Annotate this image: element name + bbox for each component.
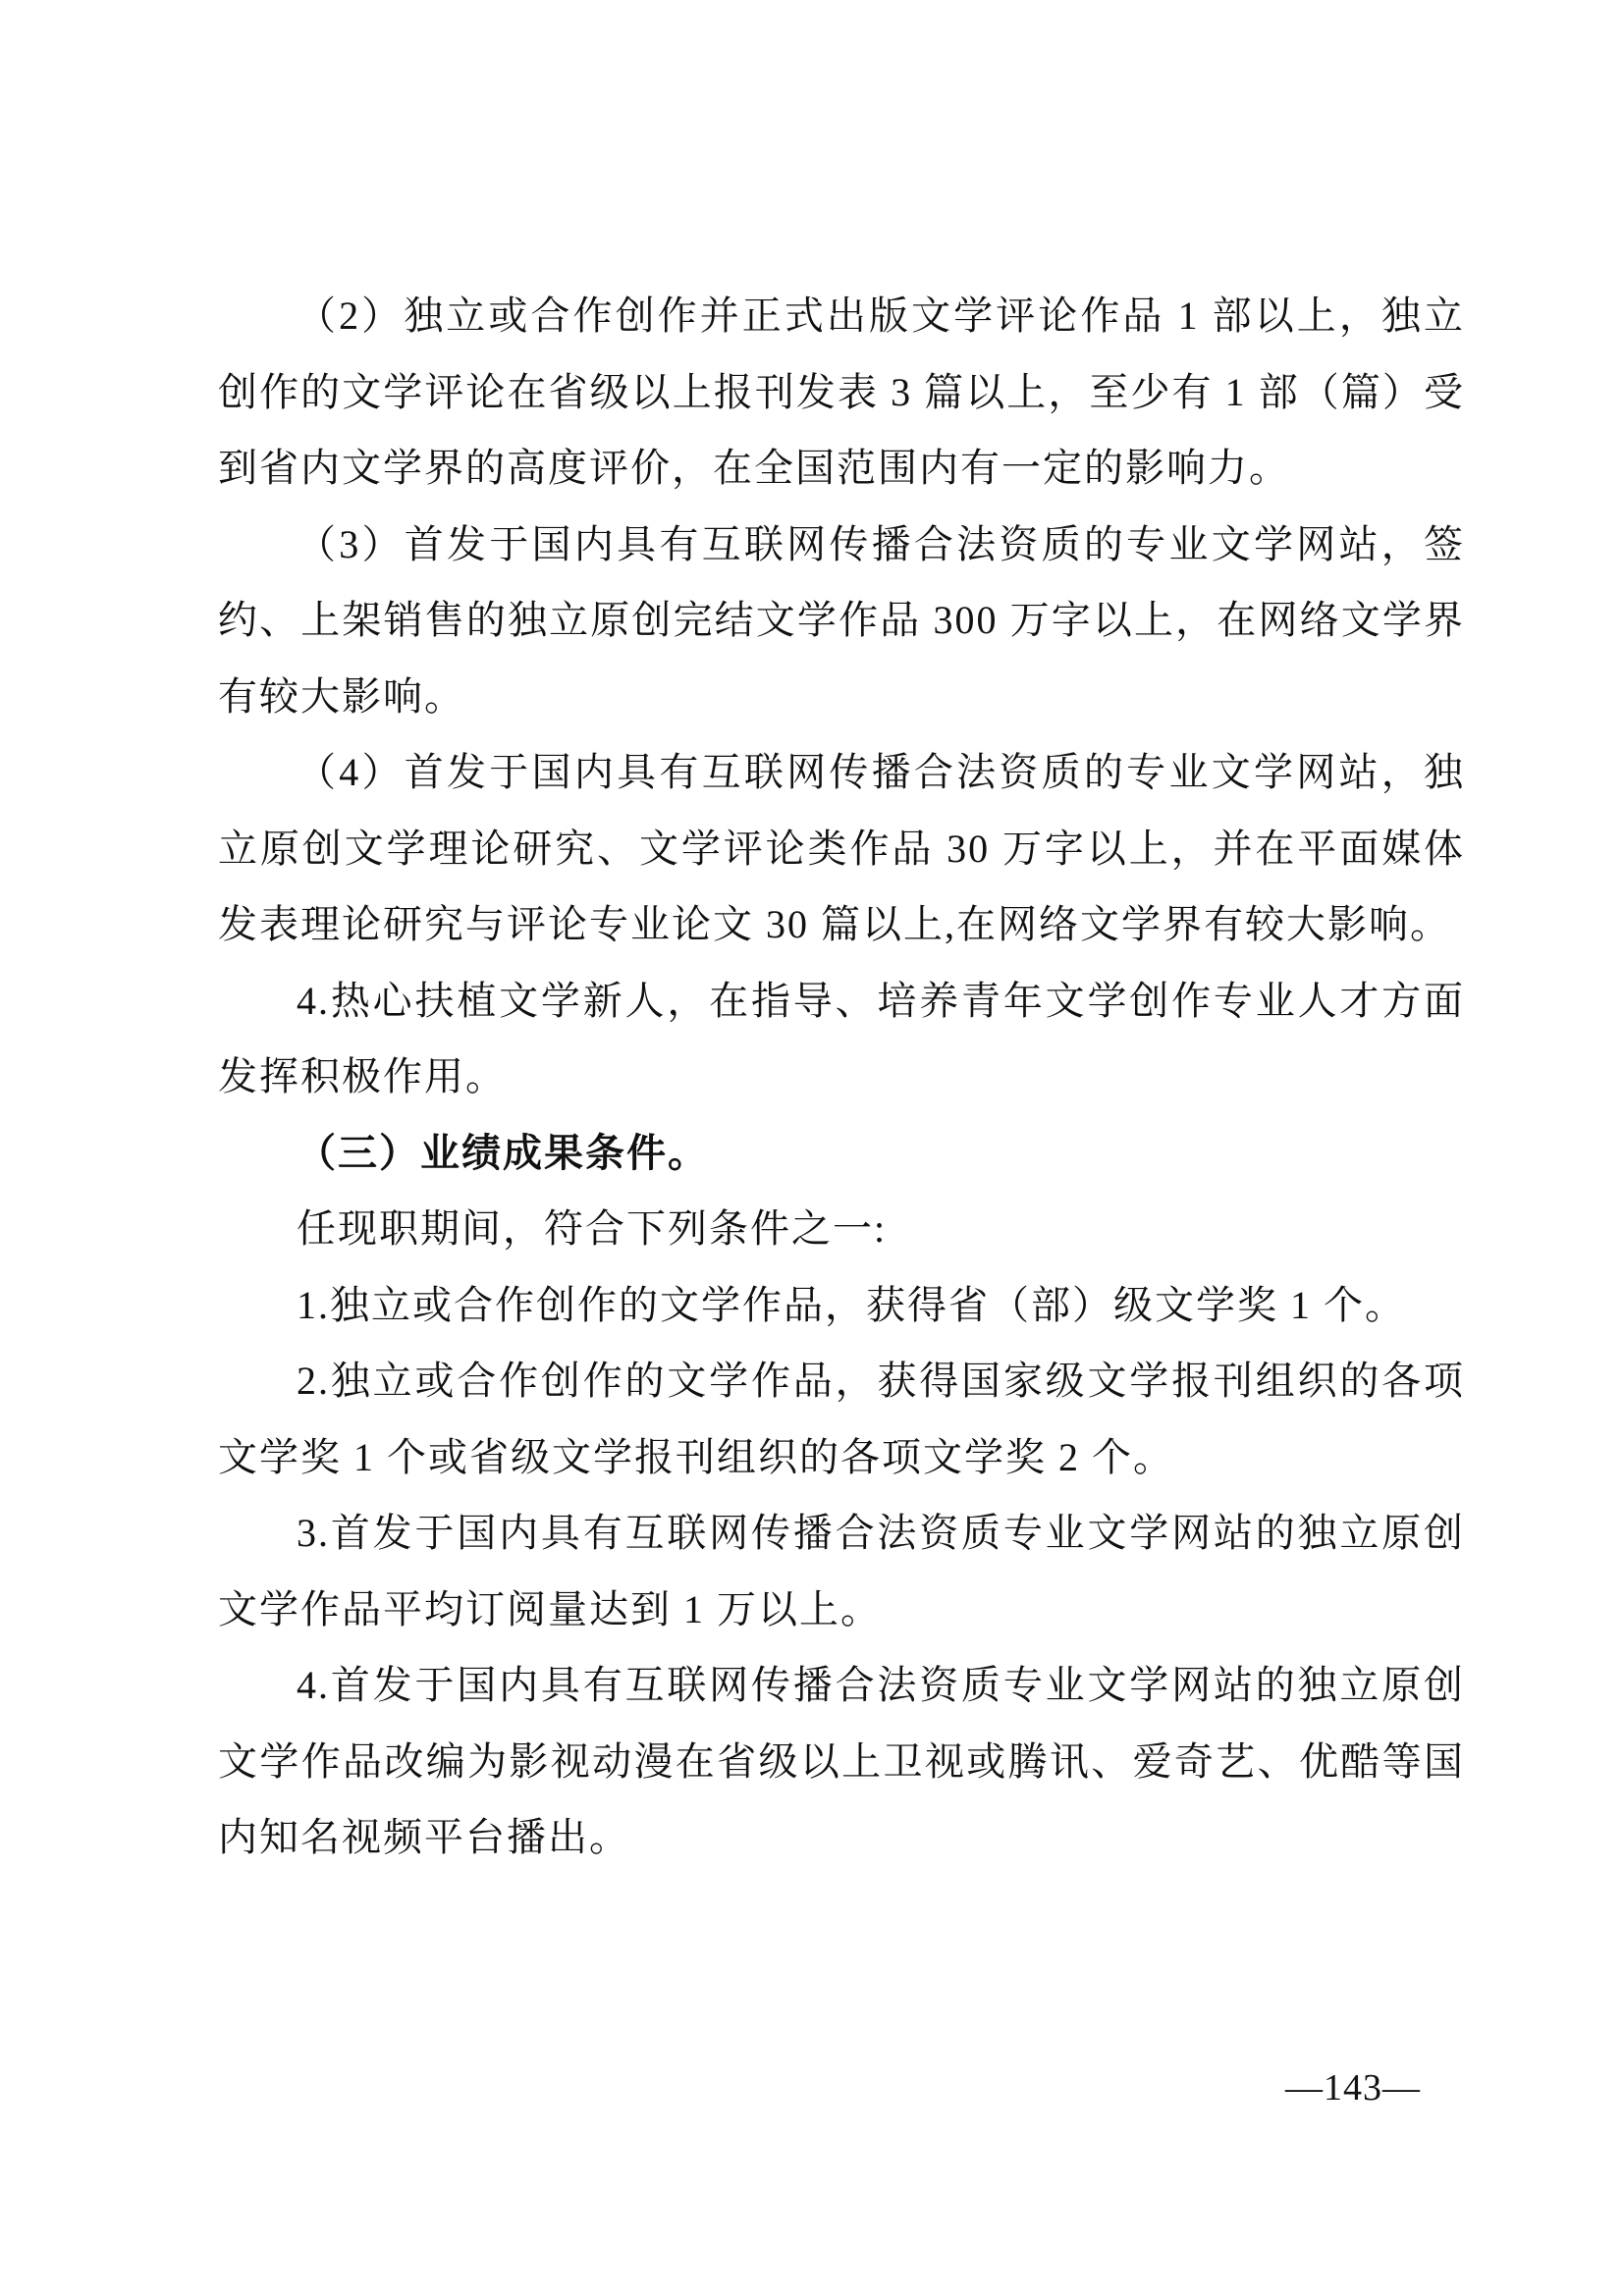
paragraph: 任现职期间，符合下列条件之一: — [297, 1206, 888, 1251]
paragraph: 1.独立或合作创作的文学作品，获得省（部）级文学奖 1 个。 — [297, 1282, 1406, 1327]
paragraph: 4.首发于国内具有互联网传播合法资质专业文学网站的独立原创文学作品改编为影视动漫在省级以上卫视或腾讯、爱奇艺、优酷等国内知名视频平台播出。 — [218, 1663, 1465, 1859]
paragraph: （4）首发于国内具有互联网传播合法资质的专业文学网站，独立原创文学理论研究、文学评论类作品 30 万字以上，并在平面媒体发表理论研究与评论专业论文 30 篇以上,在网络文学界有较大影响。 — [218, 750, 1465, 946]
paragraph: （2）独立或合作创作并正式出版文学评论作品 1 部以上，独立创作的文学评论在省级以上报刊发表 3 篇以上，至少有 1 部（篇）受到省内文学界的高度评价，在全国范围内有一定的影响力。 — [218, 294, 1465, 490]
document-body — [218, 278, 1465, 1876]
paragraph: 2.独立或合作创作的文学作品，获得国家级文学报刊组织的各项文学奖 1 个或省级文学报刊组织的各项文学奖 2 个。 — [218, 1359, 1465, 1479]
paragraph: 3.首发于国内具有互联网传播合法资质专业文学网站的独立原创文学作品平均订阅量达到 1 万以上。 — [218, 1511, 1465, 1631]
page-number: —143— — [1285, 2067, 1421, 2109]
paragraph: 4.热心扶植文学新人，在指导、培养青年文学创作专业人才方面发挥积极作用。 — [218, 978, 1465, 1098]
section-heading: （三）业绩成果条件。 — [297, 1130, 709, 1175]
paragraph: （3）首发于国内具有互联网传播合法资质的专业文学网站，签约、上架销售的独立原创完结文学作品 300 万字以上，在网络文学界有较大影响。 — [218, 521, 1465, 719]
